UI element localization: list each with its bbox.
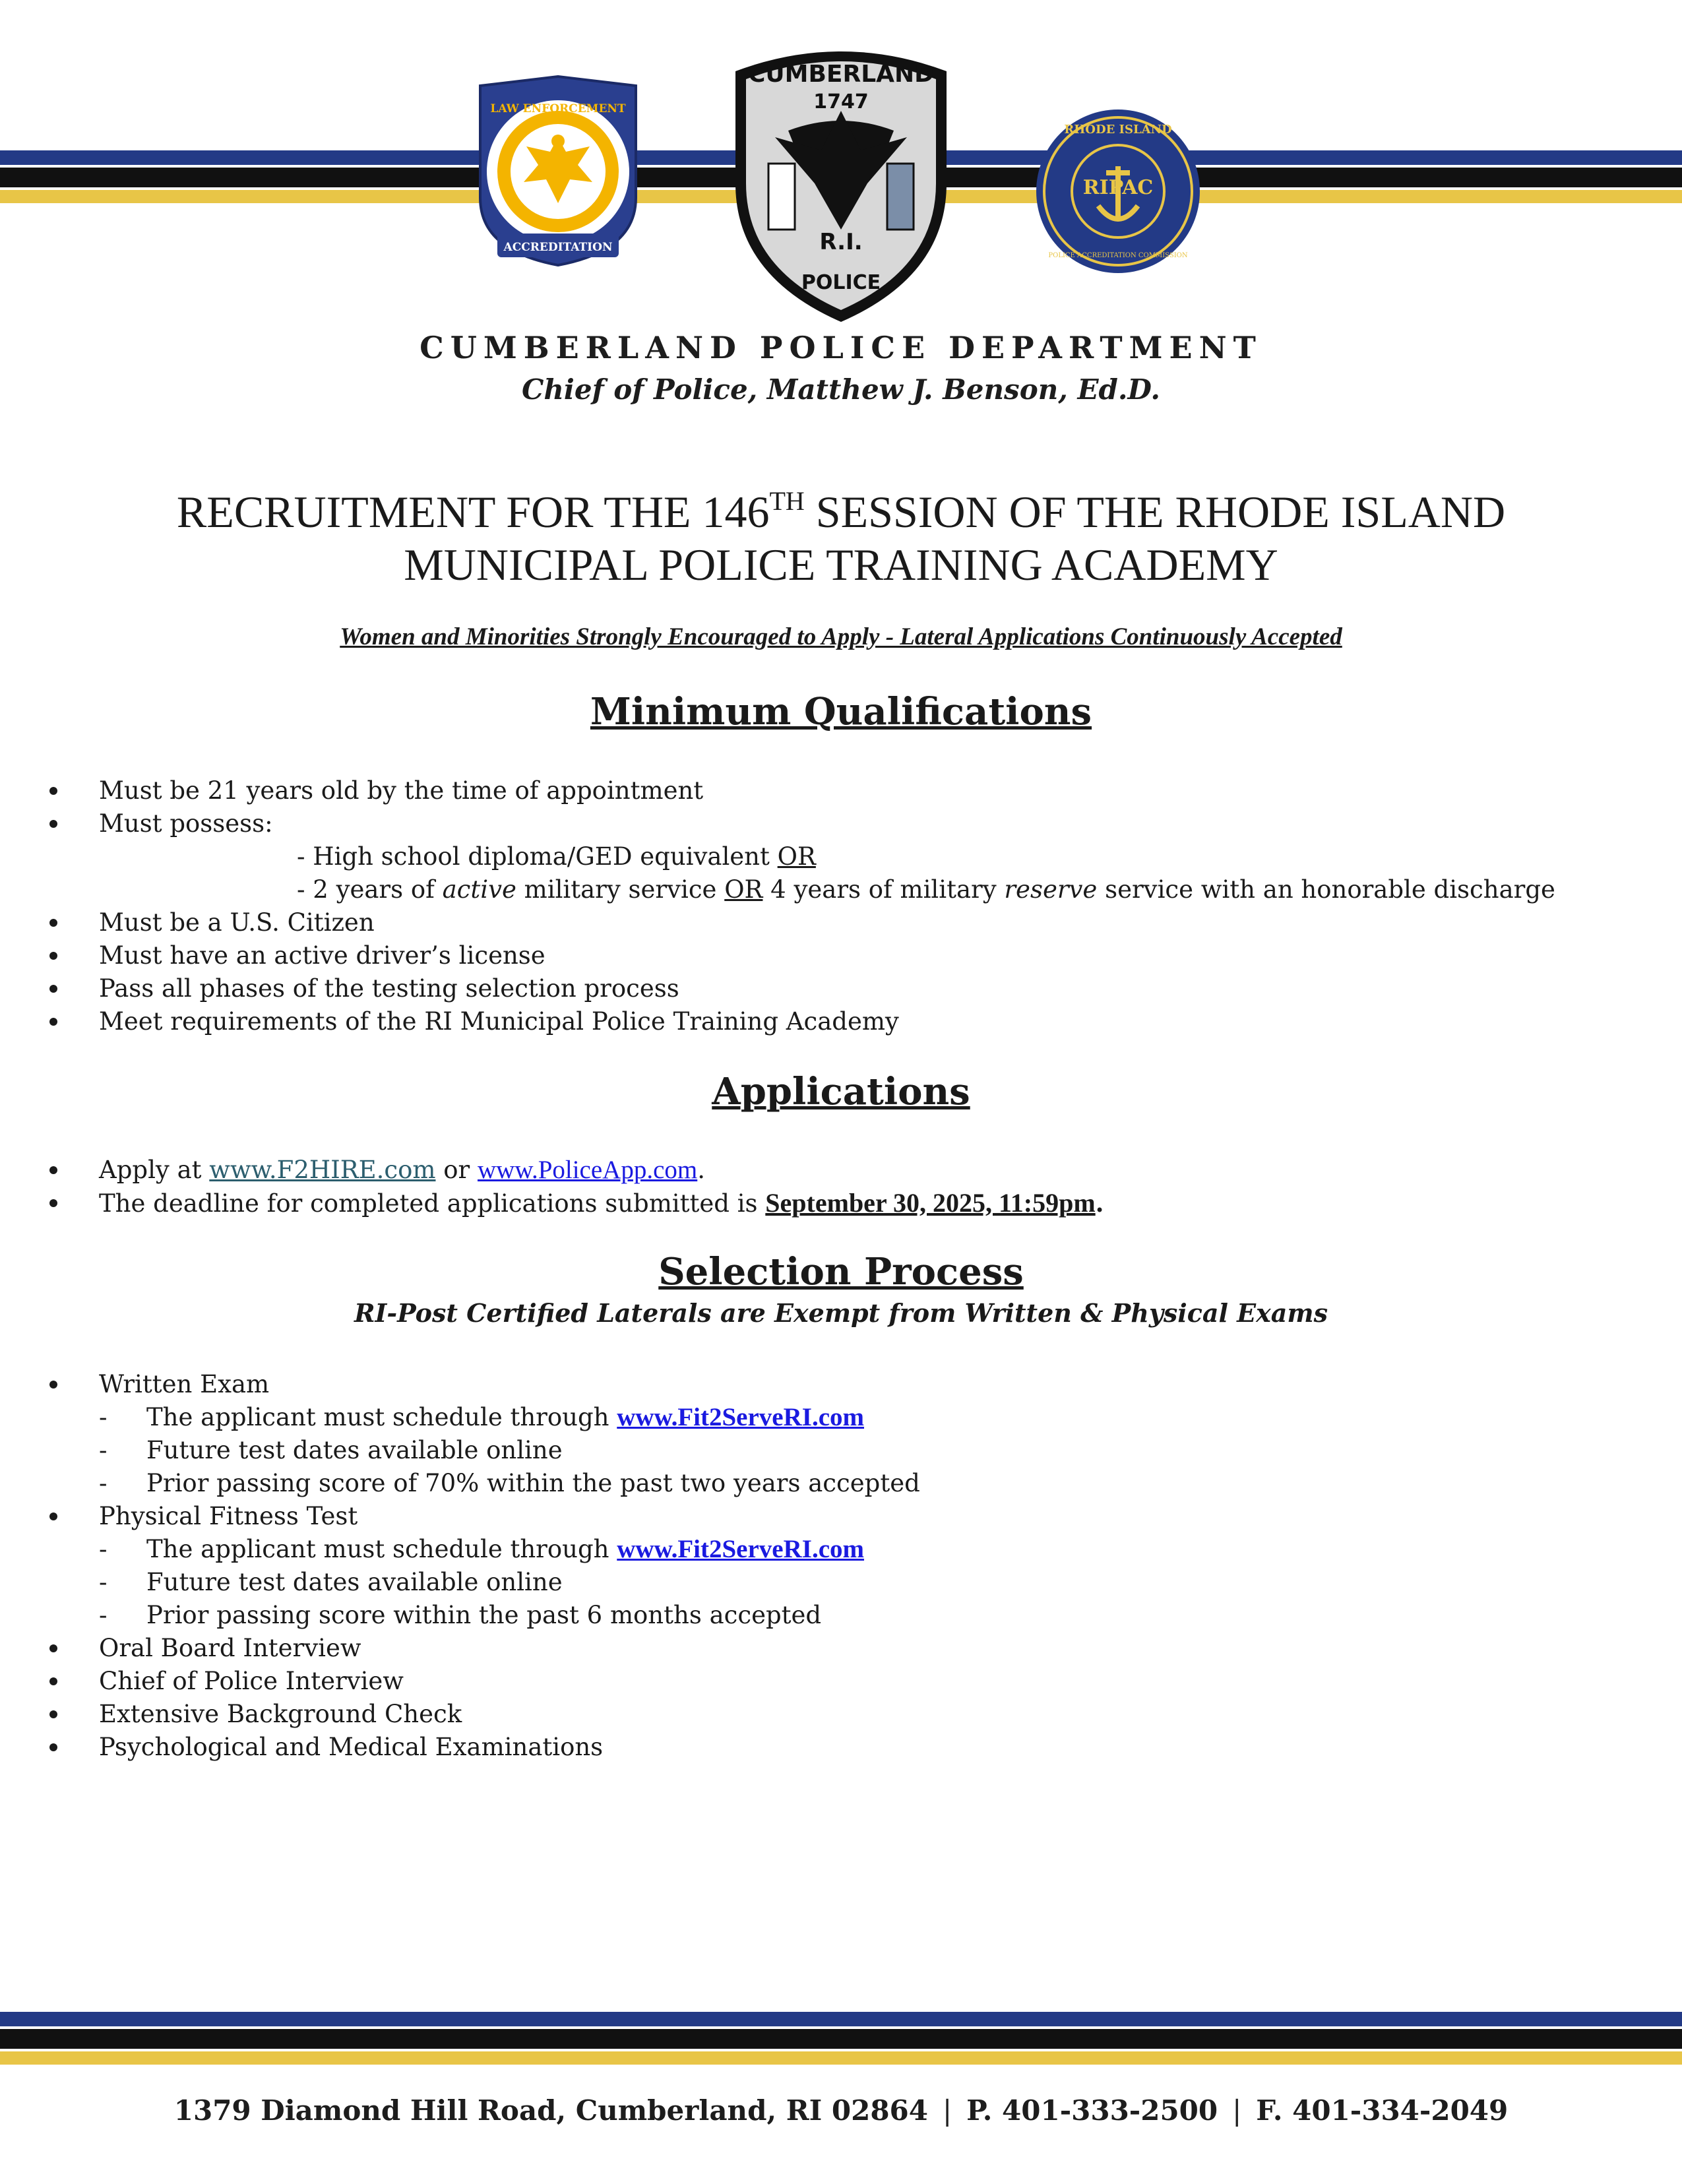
seal-right-center-text: RIPAC: [1082, 176, 1154, 199]
seal-left-bottom-text: ACCREDITATION: [503, 241, 613, 254]
bullet-icon: [49, 1018, 57, 1026]
deadline-date: September 30, 2025, 11:59pm: [765, 1188, 1096, 1218]
page-title: [0, 485, 1682, 591]
bullet-icon: [49, 985, 57, 993]
qual-academy: Meet requirements of the RI Municipal Police Training Academy: [99, 1007, 899, 1036]
qual-testing: Pass all phases of the testing selection process: [99, 974, 679, 1003]
written-schedule: The applicant must schedule through www.Fit2ServeRI.com: [146, 1403, 864, 1431]
qual-diploma: - High school diploma/GED equivalent OR: [297, 842, 816, 871]
badge-year-text: 1747: [813, 90, 869, 113]
footer-phone: P. 401-333-2500: [966, 2094, 1218, 2127]
physical-test: Physical Fitness Test: [99, 1502, 358, 1530]
department-name: CUMBERLAND POLICE DEPARTMENT: [420, 330, 1262, 365]
bullet-icon: [49, 952, 57, 960]
qual-age: Must be 21 years old by the time of appointment: [99, 776, 704, 805]
background-check: Extensive Background Check: [99, 1700, 462, 1728]
seal-right-top-text: RHODE ISLAND: [1064, 123, 1172, 137]
written-future: Future test dates available online: [146, 1436, 563, 1464]
tagline: Women and Minorities Strongly Encouraged to Apply - Lateral Applications Continuously Accepted: [340, 623, 1342, 650]
policeapp-link[interactable]: www.PoliceApp.com: [477, 1156, 698, 1184]
ripac-anchor-seal-icon: [1019, 107, 1217, 276]
fit2serve-link-written[interactable]: www.Fit2ServeRI.com: [617, 1403, 864, 1431]
dash-marker: -: [99, 1403, 108, 1431]
dash-marker: -: [99, 1469, 108, 1497]
selection-heading: Selection Process: [658, 1250, 1024, 1294]
badge-ri-text: R.I.: [819, 229, 863, 255]
f2hire-link[interactable]: www.F2HIRE.com: [209, 1156, 436, 1184]
bullet-icon: [49, 1381, 57, 1388]
dash-marker: -: [99, 1436, 108, 1464]
oral-board: Oral Board Interview: [99, 1634, 361, 1662]
dash-marker: -: [99, 1601, 108, 1629]
bullet-icon: [49, 1166, 57, 1174]
bullet-icon: [49, 1644, 57, 1652]
bullet-icon: [49, 919, 57, 927]
bullet-icon: [49, 1199, 57, 1207]
footer-stripe-blue: [0, 2012, 1682, 2026]
cumberland-police-badge-icon: [709, 32, 973, 327]
bullet-icon: [49, 1743, 57, 1751]
fit2serve-link-physical[interactable]: www.Fit2ServeRI.com: [617, 1535, 864, 1563]
applications-heading: Applications: [712, 1070, 970, 1113]
dash-marker: -: [99, 1535, 108, 1563]
chief-of-police: Chief of Police, Matthew J. Benson, Ed.D.: [521, 373, 1161, 406]
chief-interview: Chief of Police Interview: [99, 1667, 404, 1695]
bullet-icon: [49, 787, 57, 795]
physical-schedule: The applicant must schedule through www.Fit2ServeRI.com: [146, 1535, 864, 1563]
badge-top-text: CUMBERLAND: [747, 61, 935, 88]
written-prior: Prior passing score of 70% within the past two years accepted: [146, 1469, 920, 1497]
footer-fax: F. 401-334-2049: [1256, 2094, 1509, 2127]
seal-left-top-text: LAW ENFORCEMENT: [490, 102, 626, 115]
seal-right-ring-text: POLICE ACCREDITATION COMMISSION: [1048, 252, 1188, 259]
footer-stripe-gold: [0, 2051, 1682, 2065]
selection-subheading: RI-Post Certified Laterals are Exempt from Written & Physical Exams: [354, 1298, 1328, 1328]
deadline-line: The deadline for completed applications submitted is September 30, 2025, 11:59pm.: [99, 1188, 1104, 1218]
bullet-icon: [49, 1513, 57, 1520]
footer-stripe-black: [0, 2029, 1682, 2049]
qual-license: Must have an active driver’s license: [99, 941, 545, 970]
badge-bottom-text: POLICE: [801, 271, 881, 294]
bullet-icon: [49, 820, 57, 828]
title-line-1: RECRUITMENT FOR THE 146TH SESSION OF THE RHODE ISLAND: [176, 486, 1506, 537]
written-exam: Written Exam: [99, 1370, 270, 1398]
footer-contact: 1379 Diamond Hill Road, Cumberland, RI 02864 | P. 401-333-2500 | F. 401-334-2049: [173, 2094, 1509, 2127]
apply-at: Apply at www.F2HIRE.com or www.PoliceApp.com.: [99, 1156, 706, 1184]
dash-marker: -: [99, 1568, 108, 1596]
physical-future: Future test dates available online: [146, 1568, 563, 1596]
accreditation-eagle-seal-icon: [474, 73, 642, 270]
qual-military: - 2 years of active military service OR 4 years of military reserve service with an honorable discharge: [297, 875, 1555, 904]
qualifications-heading: Minimum Qualifications: [590, 690, 1092, 733]
bullet-icon: [49, 1710, 57, 1718]
physical-prior: Prior passing score within the past 6 months accepted: [146, 1601, 822, 1629]
psych-medical: Psychological and Medical Examinations: [99, 1733, 604, 1761]
qual-citizen: Must be a U.S. Citizen: [99, 908, 375, 937]
title-line-2: MUNICIPAL POLICE TRAINING ACADEMY: [404, 540, 1278, 590]
bullet-icon: [49, 1677, 57, 1685]
footer-address: 1379 Diamond Hill Road, Cumberland, RI 02864: [173, 2094, 928, 2127]
qual-possess: Must possess:: [99, 809, 273, 838]
